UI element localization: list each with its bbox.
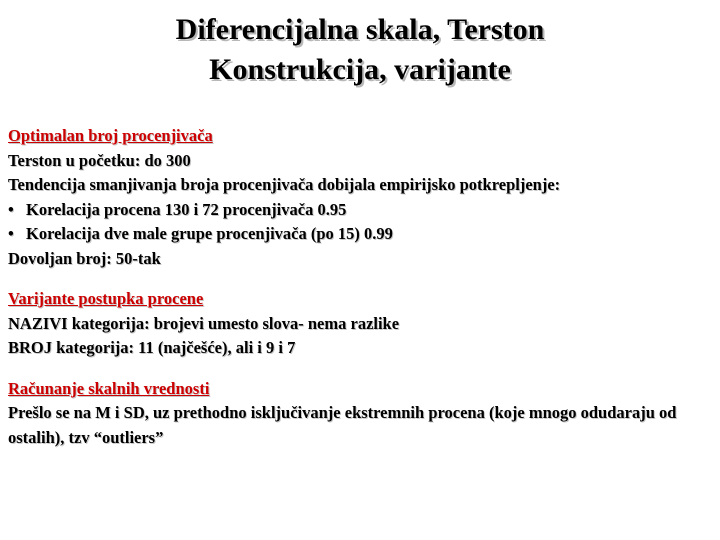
section-optimal-raters (8, 124, 714, 271)
title-line-2: Konstrukcija, varijante (209, 53, 511, 86)
text-line: BROJ kategorija: 11 (najčešće), ali i 9 i 7 (8, 338, 296, 357)
slide-content (8, 124, 714, 466)
section-heading: Optimalan broj procenjivača (8, 126, 213, 145)
text-paragraph: Prešlo se na M i SD, uz prethodno isključivanje ekstremnih procena (koje mnogo odudaraju od ostalih), tzv “outliers” (8, 403, 677, 447)
bullet-text: Korelacija procena 130 i 72 procenjivača 0.95 (26, 199, 347, 219)
slide-title (0, 10, 720, 90)
bullet-text: Korelacija dve male grupe procenjivača (po 15) 0.99 (26, 224, 393, 243)
section-scale-values (8, 377, 714, 451)
title-line-1: Diferencijalna skala, Terston (175, 13, 545, 46)
text-line: Terston u početku: do 300 (8, 150, 191, 170)
section-heading: Računanje skalnih vrednosti (8, 378, 210, 398)
bullet-symbol: • (8, 199, 14, 219)
bullet-symbol: • (8, 224, 14, 243)
text-line: Tendencija smanjivanja broja procenjivača dobijala empirijsko potkrepljenje: (8, 175, 561, 194)
bullet-item (8, 198, 714, 223)
text-line: NAZIVI kategorija: brojevi umesto slova- nema razlike (8, 313, 400, 333)
section-procedure-variants (8, 287, 714, 361)
section-heading: Varijante postupka procene (8, 289, 204, 308)
bullet-item (8, 222, 714, 247)
text-line: Dovoljan broj: 50-tak (8, 248, 161, 268)
